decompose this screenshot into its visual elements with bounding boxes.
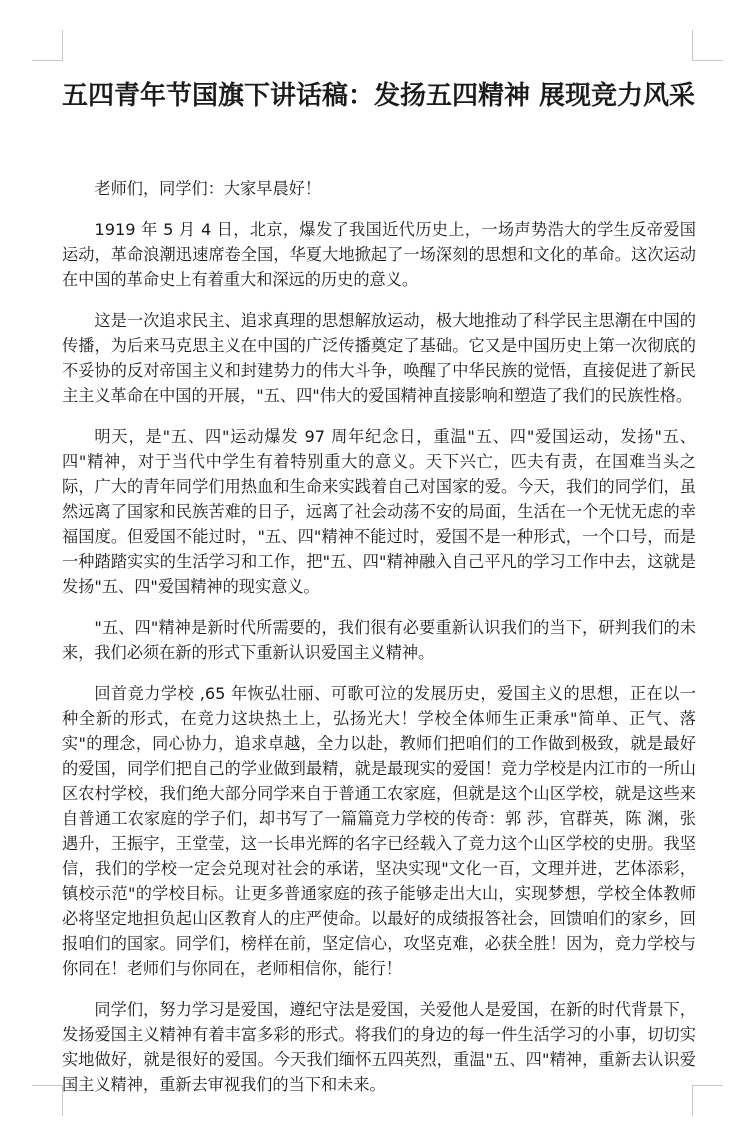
document-body	[62, 176, 696, 1113]
paragraph: 1919 年 5 月 4 日，北京，爆发了我国近代历史上，一场声势浩大的学生反帝爱国运动，革命浪潮迅速席卷全国，华夏大地掀起了一场深刻的思想和文化的革命。这次运动在中国的革命史上有着重大和深远的历史的意义。	[62, 220, 696, 289]
paragraph-greeting: 老师们，同学们：大家早晨好！	[94, 179, 322, 198]
paragraph: 回首竞力学校 ,65 年恢弘壮丽、可歌可泣的发展历史，爱国主义的思想，正在以一种全新的形式，在竞力这块热土上，弘扬光大！学校全体师生正秉承"简单、正气、落实"的理念，同心协力，追求卓越，全力以赴，教师们把咱们的工作做到极致，就是最好的爱国，同学们把自己的学业做到最精，就是最现实的爱国！竞力学校是内江市的一所山区农村学校，我们绝大部分同学来自于普通工农家庭，但就是这个山区学校，就是这些来自普通工农家庭的学子们，却书写了一篇篇竞力学校的传奇：郭 莎，官群英，陈 渊，张遇升，王振宇，王堂莹，这一长串光辉的名字已经载入了竞力这个山区学校的史册。我坚信，我们的学校一定会兑现对社会的承诺，坚决实现"文化一百，文理并进，艺体添彩，镇校示范"的学校目标。让更多普通家庭的孩子能够走出大山，实现梦想，学校全体教师必将坚定地担负起山区教育人的庄严使命。以最好的成绩报答社会，回馈咱们的家乡，回报咱们的国家。同学们，榜样在前，坚定信心，攻坚克难，必获全胜！因为，竞力学校与你同在！老师们与你同在，老师相信你，能行！	[62, 684, 696, 978]
page-corner-mark-top-right	[692, 30, 723, 61]
paragraph: 同学们，努力学习是爱国，遵纪守法是爱国，关爱他人是爱国，在新的时代背景下，发扬爱国主义精神有着丰富多彩的形式。将我们的身边的每一件生活学习的小事，切切实实地做好，就是很好的爱国。今天我们缅怀五四英烈，重温"五、四"精神，重新去认识爱国主义精神，重新去审视我们的当下和未来。	[62, 1000, 696, 1094]
page-corner-mark-bottom-right	[692, 1085, 723, 1116]
paragraph: 明天，是"五、四"运动爆发 97 周年纪念日，重温"五、四"爱国运动，发扬"五、四"精神，对于当代中学生有着特别重大的意义。天下兴亡，匹夫有责，在国难当头之际，广大的青年同学们用热血和生命来实践着自己对国家的爱。今天，我们的同学们，虽然远离了国家和民族苦难的日子，远离了社会动荡不安的局面，生活在一个无忧无虑的幸福国度。但爱国不能过时，"五、四"精神不能过时，爱国不是一种形式，一个口号，而是一种踏踏实实的生活学习和工作，把"五、四"精神融入自己平凡的学习工作中去，这就是发扬"五、四"爱国精神的现实意义。	[62, 427, 696, 596]
page-corner-mark-top-left	[32, 30, 63, 61]
page-corner-mark-bottom-left	[32, 1085, 63, 1116]
paragraph: 这是一次追求民主、追求真理的思想解放运动，极大地推动了科学民主思潮在中国的传播，为后来马克思主义在中国的广泛传播奠定了基础。它又是中国历史上第一次彻底的不妥协的反对帝国主义和封建势力的伟大斗争，唤醒了中华民族的觉悟，直接促进了新民主主义革命在中国的开展，"五、四"伟大的爱国精神直接影响和塑造了我们的民族性格。	[62, 311, 696, 405]
document-title: 五四青年节国旗下讲话稿：发扬五四精神 展现竞力风采	[62, 81, 696, 111]
paragraph: "五、四"精神是新时代所需要的，我们很有必要重新认识我们的当下，研判我们的未来，我们必须在新的形式下重新认识爱国主义精神。	[62, 618, 696, 662]
